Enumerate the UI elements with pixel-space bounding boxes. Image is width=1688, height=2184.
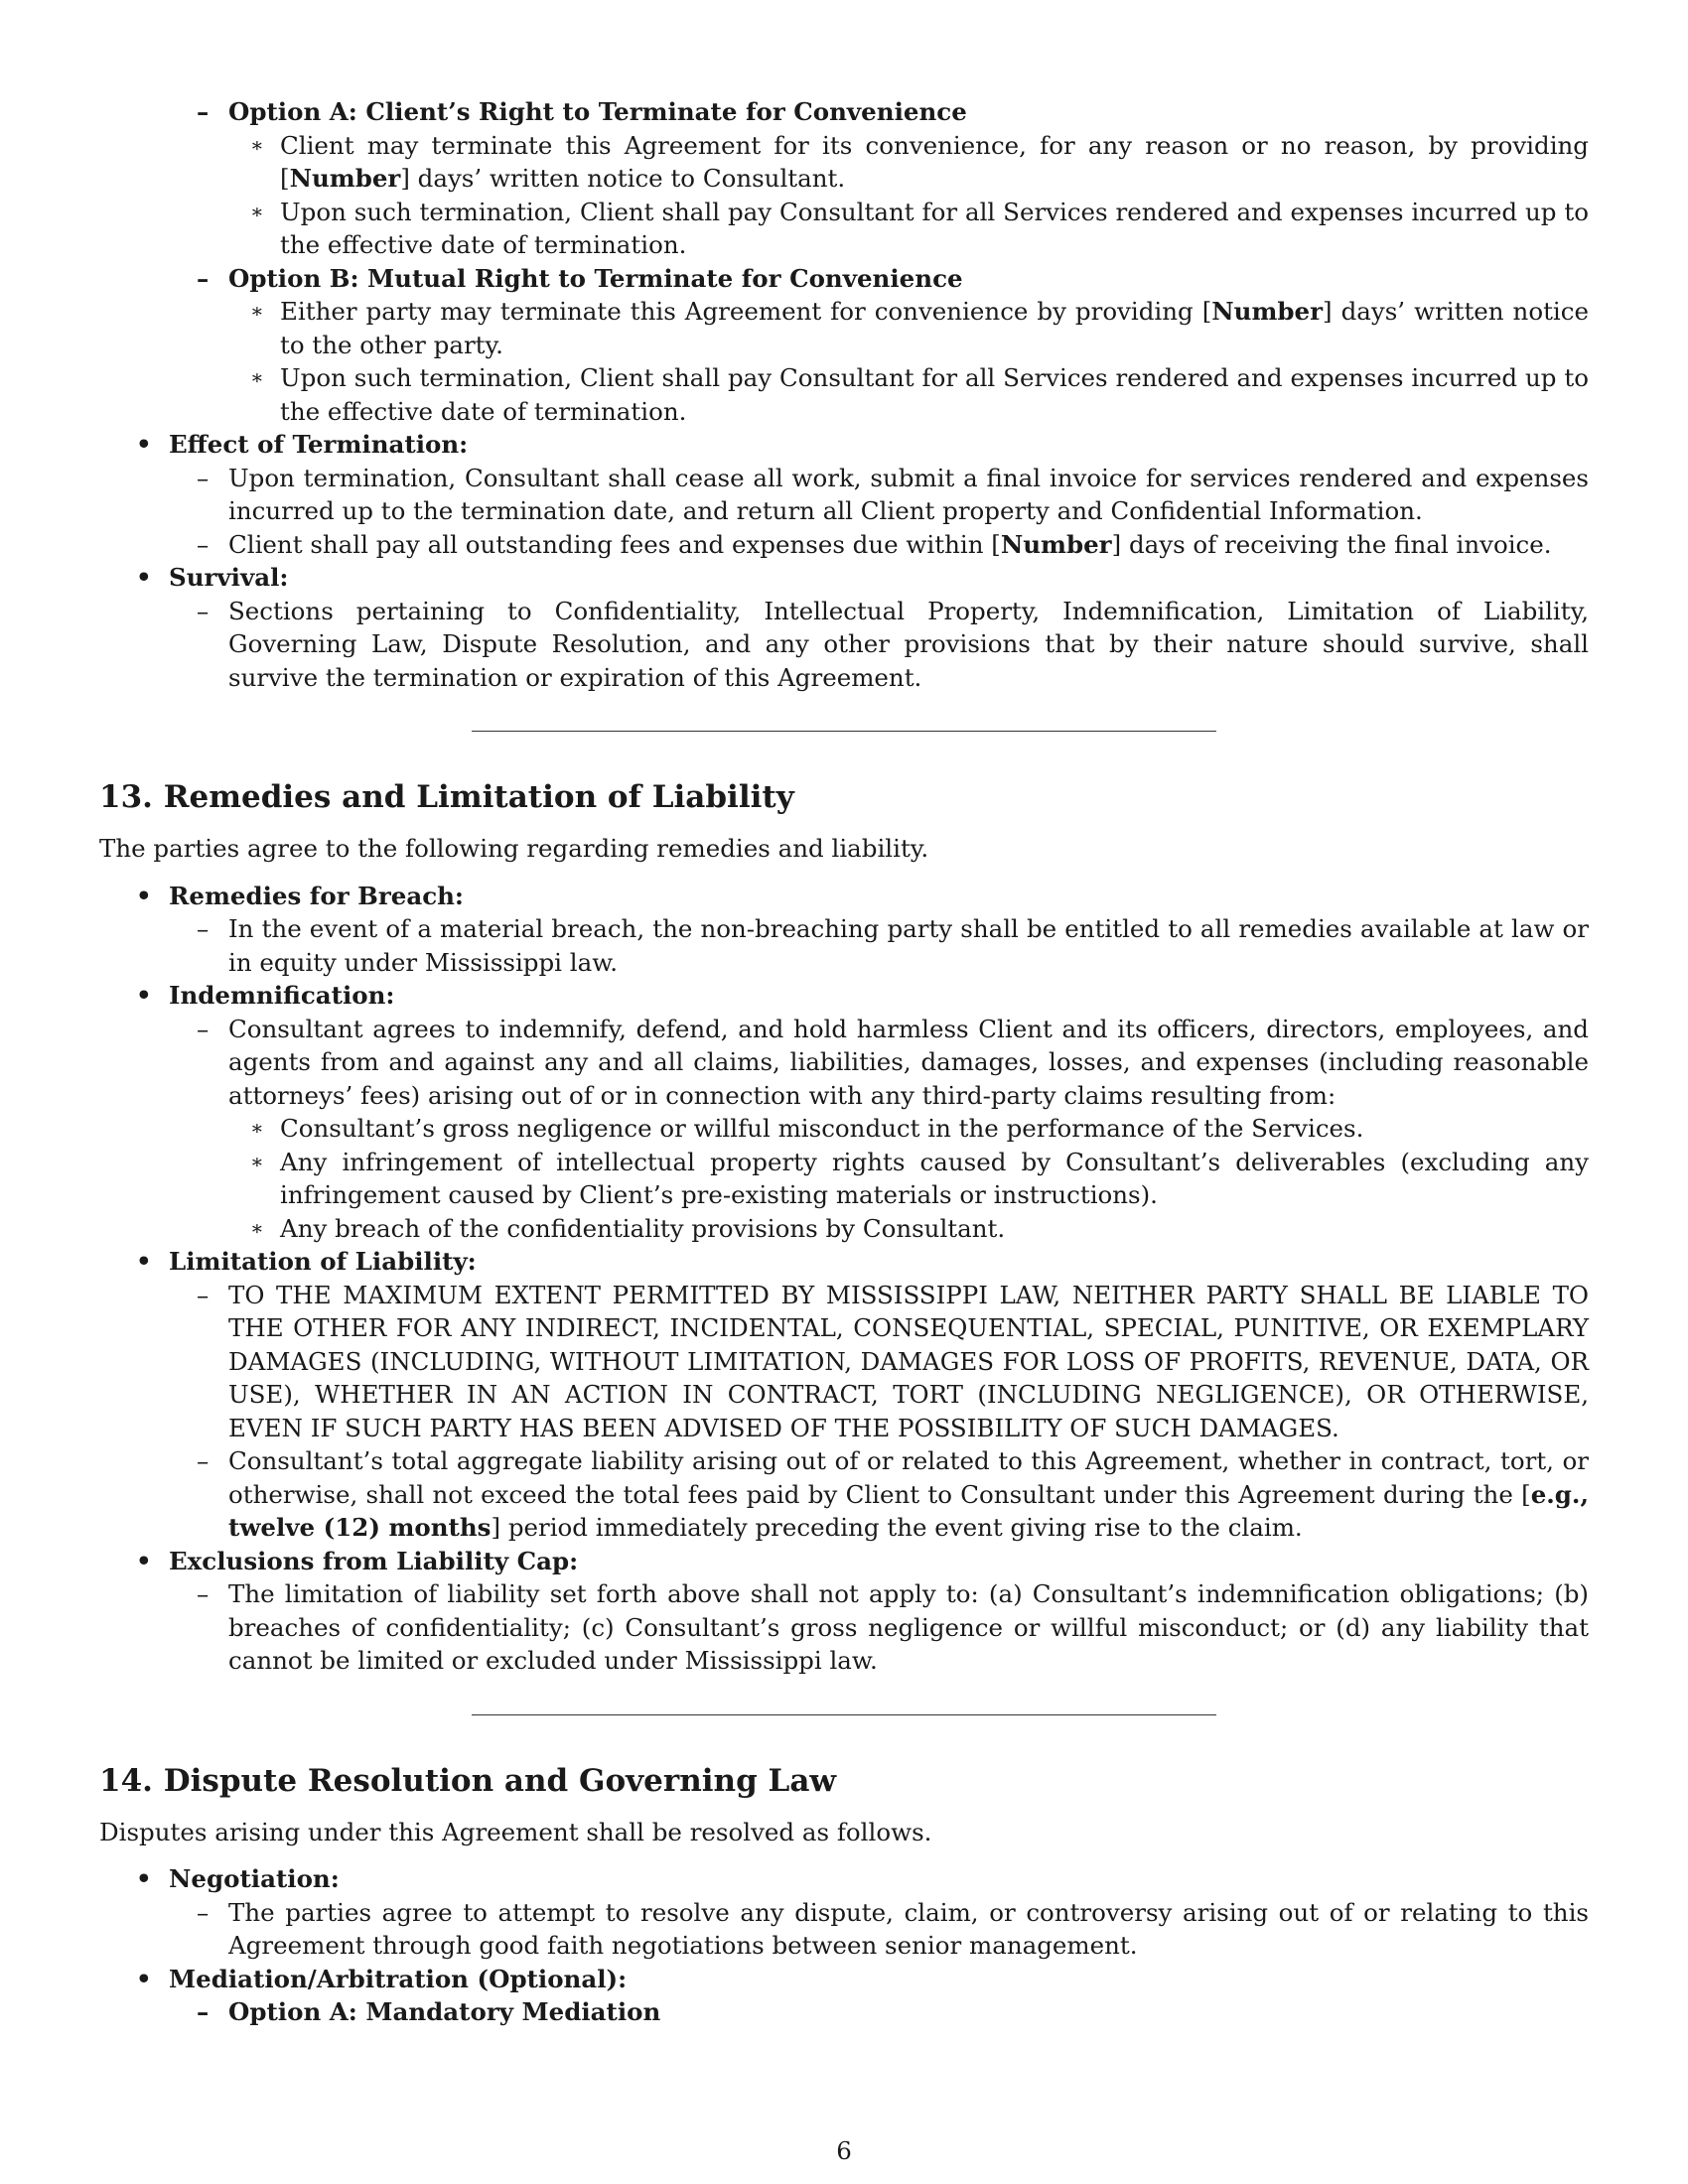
section-13-title: 13. Remedies and Limitation of Liability: [99, 779, 794, 815]
star-marker: ∗: [250, 199, 264, 223]
star-marker: ∗: [250, 365, 264, 389]
page-number: 6: [836, 2136, 852, 2165]
section-divider: [472, 731, 1216, 732]
list-item: – The limitation of liability set forth above shall not apply to: (a) Consultant’s indemnification obligations; (b) breaches of confidentiality; (c) Consultant’s gross negligence or willful misconduct; or (d) any liability that cannot be limited or excluded under Mississippi law.: [197, 1579, 1589, 1675]
list-item: – The parties agree to attempt to resolve any dispute, claim, or controversy arising out of or relating to this Agreement through good faith negotiations between senior management.: [197, 1897, 1589, 1960]
star-marker: ∗: [250, 1149, 264, 1173]
section-13-intro: The parties agree to the following regarding remedies and liability.: [99, 834, 929, 863]
bullet-marker: •: [136, 981, 152, 1010]
star-marker: ∗: [250, 1116, 264, 1140]
section-divider: [472, 1714, 1216, 1715]
list-item: ∗ Consultant’s gross negligence or willful misconduct in the performance of the Services.: [99, 1112, 1589, 1146]
mediation-option-a-heading: – Option A: Mandatory Mediation: [99, 1995, 1589, 2029]
dash-marker: –: [197, 1897, 210, 1927]
remedies-heading: • Remedies for Breach:: [99, 880, 1589, 913]
dash-marker: –: [197, 1014, 210, 1043]
exclusions-heading: • Exclusions from Liability Cap:: [99, 1545, 1589, 1578]
bullet-marker: •: [136, 1546, 152, 1575]
list-item: – Sections pertaining to Confidentiality, Intellectual Property, Indemnification, Limitation of Liability, Governing Law, Dispute Resolution, and any other provisions that by their nature should survive, shall survive the termination or expiration of this Agreement.: [197, 596, 1589, 692]
list-item: – TO THE MAXIMUM EXTENT PERMITTED BY MISSISSIPPI LAW, NEITHER PARTY SHALL BE LIABLE TO THE OTHER FOR ANY INDIRECT, INCIDENTAL, CONSEQUENTIAL, SPECIAL, PUNITIVE, OR EXEMPLARY DAMAGES (INCLUDING, WITHOUT LIMITATION, DAMAGES FOR LOSS OF PROFITS, REVENUE, DATA, OR USE), WHETHER IN AN ACTION IN CONTRACT, TORT (INCLUDING NEGLIGENCE), OR OTHERWISE, EVEN IF SUCH PARTY HAS BEEN ADVISED OF THE POSSIBILITY OF SUCH DAMAGES.: [197, 1280, 1589, 1442]
section-14-intro: Disputes arising under this Agreement shall be resolved as follows.: [99, 1817, 932, 1846]
list-item: ∗ Any infringement of intellectual property rights caused by Consultant’s deliverables (excluding any infringement caused by Client’s pre-existing materials or instructions).: [250, 1147, 1589, 1209]
dash-marker: –: [197, 529, 210, 559]
list-item: ∗ Upon such termination, Client shall pay Consultant for all Services rendered and expenses incurred up to the effective date of termination.: [250, 363, 1589, 426]
list-item: – Consultant agrees to indemnify, defend, and hold harmless Client and its officers, directors, employees, and agents from and against any and all claims, liabilities, damages, losses, and expenses (including reasonable attorneys’ fees) arising out of or in connection with any third-party claims resulting from:: [197, 1014, 1589, 1110]
survival-heading: • Survival:: [99, 561, 1589, 595]
dash-marker: –: [197, 1579, 210, 1608]
termination-option-a-heading: – Option A: Client’s Right to Terminate for Convenience: [99, 95, 1589, 129]
bullet-marker: •: [136, 430, 152, 459]
bullet-marker: •: [136, 881, 152, 910]
bullet-marker: •: [136, 1247, 152, 1276]
list-item: – Upon termination, Consultant shall cease all work, submit a final invoice for services rendered and expenses incurred up to the termination date, and return all Client property and Confidential Information.: [197, 463, 1589, 525]
star-marker: ∗: [250, 299, 264, 323]
limitation-heading: • Limitation of Liability:: [99, 1245, 1589, 1279]
list-item: – Consultant’s total aggregate liability arising out of or related to this Agreement, whether in contract, tort, or otherwise, shall not exceed the total fees paid by Client to Consultant under this Agreement during the [e.g., twelve (12) months] period immediately preceding the event giving rise to the claim.: [197, 1446, 1589, 1542]
effect-of-termination-heading: • Effect of Termination:: [99, 428, 1589, 462]
dash-marker: –: [197, 97, 210, 126]
star-marker: ∗: [250, 132, 264, 157]
list-item: – In the event of a material breach, the non-breaching party shall be entitled to all remedies available at law or in equity under Mississippi law.: [197, 914, 1589, 977]
dash-marker: –: [197, 1997, 210, 2026]
negotiation-heading: • Negotiation:: [99, 1862, 1589, 1896]
list-item: ∗ Either party may terminate this Agreement for convenience by providing [Number] days’ written notice to the other party.: [250, 297, 1589, 359]
dash-marker: –: [197, 596, 210, 625]
mediation-heading: • Mediation/Arbitration (Optional):: [99, 1963, 1589, 1996]
dash-marker: –: [197, 463, 210, 492]
bullet-marker: •: [136, 1964, 152, 1993]
page-content: [99, 95, 1589, 2029]
bullet-marker: •: [136, 1864, 152, 1893]
list-item: – Client shall pay all outstanding fees and expenses due within [Number] days of receiving the final invoice.: [99, 528, 1589, 562]
star-marker: ∗: [250, 1215, 264, 1240]
dash-marker: –: [197, 914, 210, 943]
list-item: ∗ Upon such termination, Client shall pay Consultant for all Services rendered and expenses incurred up to the effective date of termination.: [250, 197, 1589, 259]
bullet-marker: •: [136, 563, 152, 592]
dash-marker: –: [197, 1280, 210, 1309]
section-14-title: 14. Dispute Resolution and Governing Law: [99, 1762, 837, 1799]
indemnification-heading: • Indemnification:: [99, 979, 1589, 1013]
termination-option-b-heading: – Option B: Mutual Right to Terminate for Convenience: [99, 262, 1589, 296]
dash-marker: –: [197, 263, 210, 293]
dash-marker: –: [197, 1446, 210, 1475]
list-item: ∗ Client may terminate this Agreement for its convenience, for any reason or no reason, by providing [Number] days’ written notice to Consultant.: [250, 130, 1589, 193]
list-item: ∗ Any breach of the confidentiality provisions by Consultant.: [99, 1212, 1589, 1246]
